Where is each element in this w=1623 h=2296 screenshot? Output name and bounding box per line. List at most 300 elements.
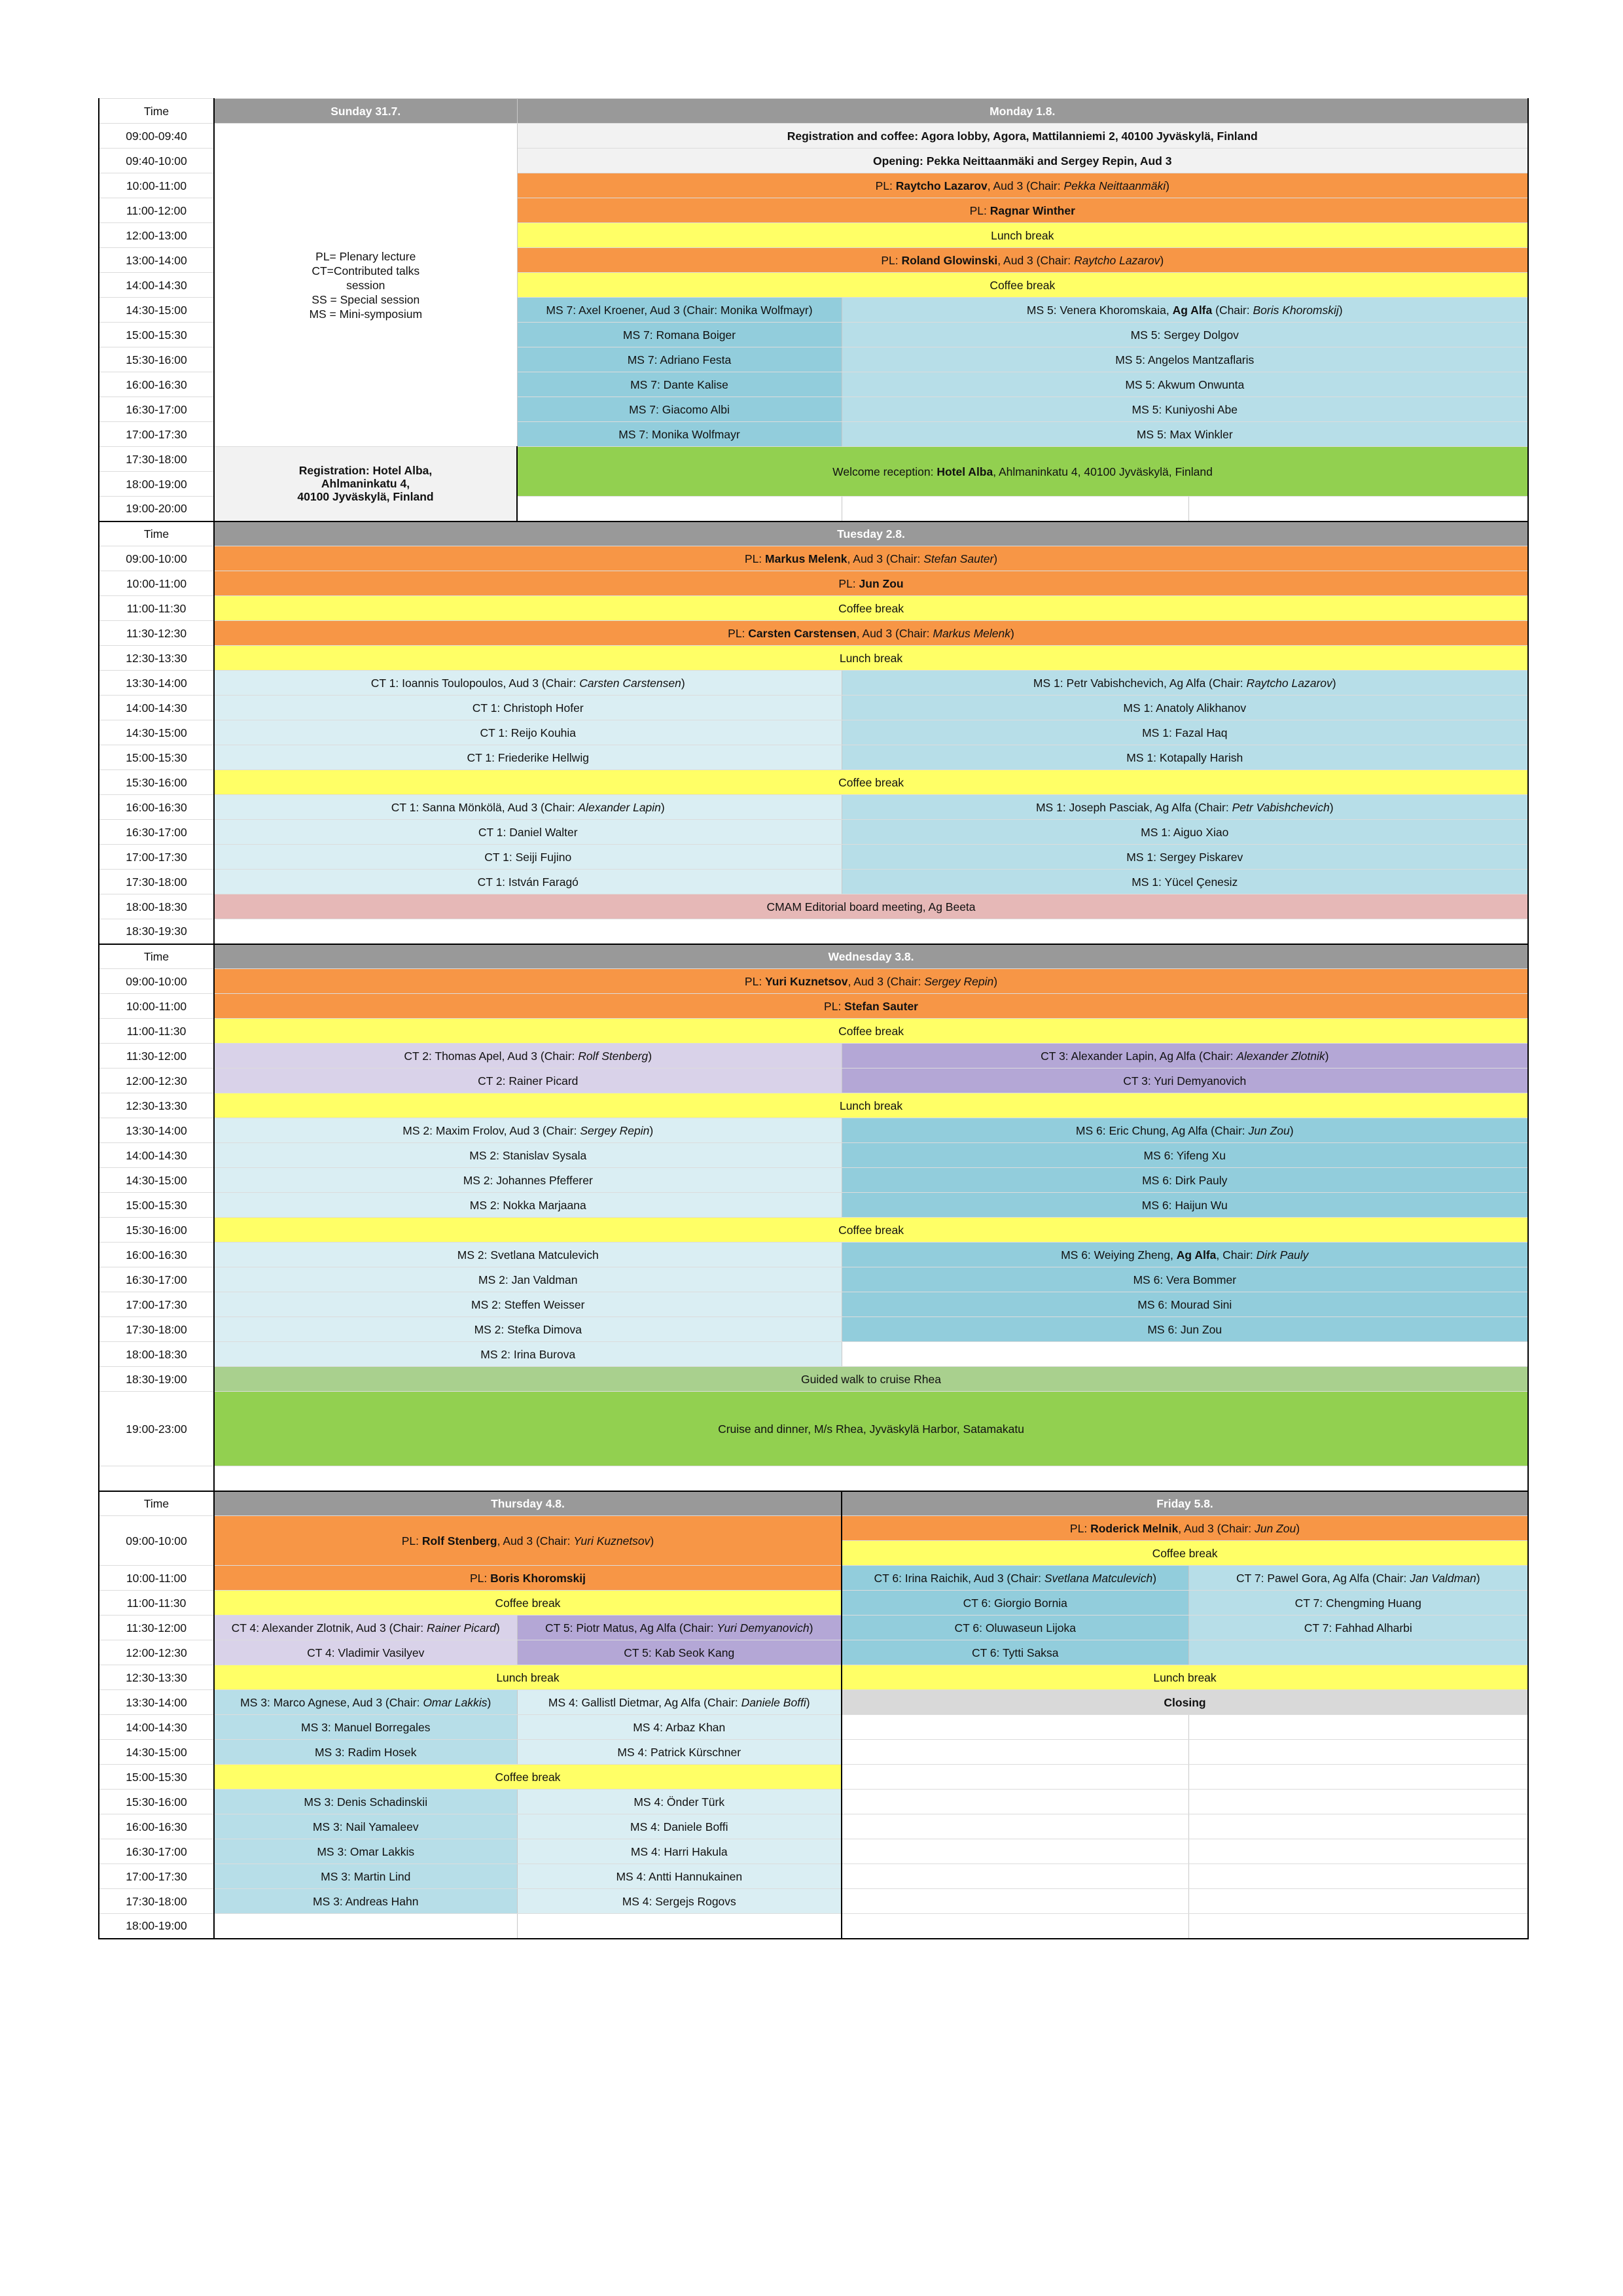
- empty-cell: [842, 1740, 1188, 1765]
- talk-ms4: MS 4: Gallistl Dietmar, Ag Alfa (Chair: Daniele Boffi): [517, 1690, 842, 1715]
- talk-ms6: MS 6: Dirk Pauly: [842, 1168, 1528, 1193]
- talk-ct4: CT 4: Vladimir Vasilyev: [214, 1640, 517, 1665]
- speaker-name: Yuri Kuznetsov: [765, 974, 848, 988]
- talk-ms1: MS 1: Anatoly Alikhanov: [842, 696, 1528, 720]
- time-cell: 15:30-16:00: [99, 347, 214, 372]
- closing: Closing: [842, 1690, 1528, 1715]
- chair-name: Rainer Picard: [426, 1621, 496, 1634]
- time-cell: 17:30-18:00: [99, 1317, 214, 1342]
- talk-ms2: MS 2: Maxim Frolov, Aud 3 (Chair: Sergey Repin): [214, 1118, 842, 1143]
- time-cell: 14:00-14:30: [99, 696, 214, 720]
- chair-name: Sergey Repin: [580, 1123, 650, 1137]
- schedule-row: [99, 994, 1528, 1019]
- talk-ct7: CT 7: Pawel Gora, Ag Alfa (Chair: Jan Valdman): [1188, 1566, 1528, 1591]
- time-cell: 16:30-17:00: [99, 1267, 214, 1292]
- talk-ct1: CT 1: Christoph Hofer: [214, 696, 842, 720]
- talk-ms5: MS 5: Akwum Onwunta: [842, 372, 1528, 397]
- schedule-row: [99, 1640, 1528, 1665]
- time-cell: 13:30-14:00: [99, 671, 214, 696]
- time-header: Time: [99, 944, 214, 969]
- talk-ms5: MS 5: Max Winkler: [842, 422, 1528, 447]
- header-row-thu-fri: [99, 1491, 1528, 1516]
- time-cell: 15:00-15:30: [99, 745, 214, 770]
- time-header: Time: [99, 99, 214, 124]
- hotel-registration-line: 40100 Jyväskylä, Finland: [297, 490, 434, 504]
- talk-ms5: MS 5: Kuniyoshi Abe: [842, 397, 1528, 422]
- empty-cell: [1188, 1715, 1528, 1740]
- talk-ms7: MS 7: Adriano Festa: [517, 347, 842, 372]
- talk-ms3: MS 3: Radim Hosek: [214, 1740, 517, 1765]
- empty-cell: [1188, 1864, 1528, 1889]
- talk-ms3: MS 3: Denis Schadinskii: [214, 1790, 517, 1814]
- empty-cell: [214, 1466, 1528, 1491]
- schedule-row: [99, 1317, 1528, 1342]
- time-cell: 09:00-10:00: [99, 1516, 214, 1566]
- time-cell: 15:30-16:00: [99, 1790, 214, 1814]
- talk-ms4: MS 4: Arbaz Khan: [517, 1715, 842, 1740]
- time-cell: 18:00-19:00: [99, 472, 214, 497]
- plenary-lecture: PL: Markus Melenk, Aud 3 (Chair: Stefan Sauter): [214, 546, 1528, 571]
- chair-name: Raytcho Lazarov: [1074, 253, 1160, 267]
- coffee-break: Coffee break: [214, 596, 1528, 621]
- schedule-row: [99, 1665, 1528, 1690]
- talk-ms1: MS 1: Joseph Pasciak, Ag Alfa (Chair: Petr Vabishchevich): [842, 795, 1528, 820]
- schedule-row: [99, 894, 1528, 919]
- talk-ms7: MS 7: Romana Boiger: [517, 323, 842, 347]
- talk-ct1: CT 1: Friederike Hellwig: [214, 745, 842, 770]
- talk-ct3: CT 3: Alexander Lapin, Ag Alfa (Chair: Alexander Zlotnik): [842, 1044, 1528, 1069]
- plenary-lecture: PL: Ragnar Winther: [517, 198, 1528, 223]
- talk-ct6: CT 6: Giorgio Bornia: [842, 1591, 1188, 1616]
- chair-name: Jun Zou: [1255, 1521, 1296, 1535]
- talk-ct2: CT 2: Thomas Apel, Aud 3 (Chair: Rolf Stenberg): [214, 1044, 842, 1069]
- time-cell: 11:30-12:00: [99, 1044, 214, 1069]
- time-cell: 09:40-10:00: [99, 149, 214, 173]
- day-header-thursday: Thursday 4.8.: [214, 1491, 842, 1516]
- talk-ct1: CT 1: Reijo Kouhia: [214, 720, 842, 745]
- time-cell: 18:00-18:30: [99, 894, 214, 919]
- chair-name: Omar Lakkis: [423, 1695, 488, 1709]
- talk-ct5: CT 5: Piotr Matus, Ag Alfa (Chair: Yuri Demyanovich): [517, 1616, 842, 1640]
- time-cell: 10:00-11:00: [99, 994, 214, 1019]
- time-cell: 09:00-09:40: [99, 124, 214, 149]
- schedule-row: [99, 596, 1528, 621]
- schedule-row: [99, 646, 1528, 671]
- chair-name: Alexander Zlotnik: [1236, 1049, 1325, 1063]
- time-cell: 12:30-13:30: [99, 1665, 214, 1690]
- chair-name: Yuri Kuznetsov: [573, 1534, 651, 1547]
- talk-ms3: MS 3: Martin Lind: [214, 1864, 517, 1889]
- schedule-row: [99, 1566, 1528, 1591]
- schedule-row: [99, 1715, 1528, 1740]
- schedule-row: [99, 1740, 1528, 1765]
- time-cell: 11:00-12:00: [99, 198, 214, 223]
- time-cell: 14:00-14:30: [99, 1715, 214, 1740]
- registration-coffee: Registration and coffee: Agora lobby, Agora, Mattilanniemi 2, 40100 Jyväskylä, Finland: [517, 124, 1528, 149]
- talk-ms4: MS 4: Daniele Boffi: [517, 1814, 842, 1839]
- talk-ms2: MS 2: Stanislav Sysala: [214, 1143, 842, 1168]
- time-header: Time: [99, 1491, 214, 1516]
- welcome-reception: Welcome reception: Hotel Alba, Ahlmaninkatu 4, 40100 Jyväskylä, Finland: [517, 447, 1528, 497]
- empty-cell: [842, 1839, 1188, 1864]
- talk-ms6: MS 6: Weiying Zheng, Ag Alfa, Chair: Dirk Pauly: [842, 1243, 1528, 1267]
- talk-ms4: MS 4: Harri Hakula: [517, 1839, 842, 1864]
- time-cell: 11:00-11:30: [99, 596, 214, 621]
- schedule-row: [99, 1864, 1528, 1889]
- schedule-row: [99, 1267, 1528, 1292]
- schedule-row: [99, 1790, 1528, 1814]
- talk-ct7: CT 7: Chengming Huang: [1188, 1591, 1528, 1616]
- talk-ct6: CT 6: Irina Raichik, Aud 3 (Chair: Svetlana Matculevich): [842, 1566, 1188, 1591]
- talk-ms1: MS 1: Fazal Haq: [842, 720, 1528, 745]
- empty-cell: [842, 1342, 1528, 1367]
- time-cell: 13:30-14:00: [99, 1118, 214, 1143]
- schedule-row: [99, 1193, 1528, 1218]
- chair-name: Jun Zou: [1248, 1123, 1290, 1137]
- empty-cell: [517, 497, 842, 521]
- talk-ct7: CT 7: Fahhad Alharbi: [1188, 1616, 1528, 1640]
- time-cell: 14:30-15:00: [99, 1168, 214, 1193]
- schedule-row: [99, 546, 1528, 571]
- coffee-break: Coffee break: [214, 1765, 842, 1790]
- empty-cell: [1188, 1790, 1528, 1814]
- schedule-row: [99, 1690, 1528, 1715]
- talk-ms4: MS 4: Patrick Kürschner: [517, 1740, 842, 1765]
- time-cell: 12:00-12:30: [99, 1069, 214, 1093]
- time-cell: 18:00-18:30: [99, 1342, 214, 1367]
- chair-name: Dirk Pauly: [1256, 1248, 1309, 1262]
- lunch-break: Lunch break: [214, 1093, 1528, 1118]
- schedule-row: [99, 770, 1528, 795]
- schedule-row: [99, 820, 1528, 845]
- day-header-tuesday: Tuesday 2.8.: [214, 521, 1528, 546]
- lunch-break: Lunch break: [517, 223, 1528, 248]
- time-cell: 16:00-16:30: [99, 372, 214, 397]
- talk-ct6: CT 6: Oluwaseun Lijoka: [842, 1616, 1188, 1640]
- talk-ms7: MS 7: Dante Kalise: [517, 372, 842, 397]
- speaker-name: Markus Melenk: [765, 552, 847, 565]
- time-cell: 16:30-17:00: [99, 397, 214, 422]
- schedule-row: [99, 447, 1528, 472]
- schedule-row: [99, 1765, 1528, 1790]
- schedule-row: [99, 845, 1528, 870]
- day-header-wednesday: Wednesday 3.8.: [214, 944, 1528, 969]
- schedule-row: [99, 795, 1528, 820]
- chair-name: Daniele Boffi: [741, 1695, 806, 1709]
- schedule-row: [99, 919, 1528, 944]
- time-cell: 16:00-16:30: [99, 1814, 214, 1839]
- talk-ct1: CT 1: István Faragó: [214, 870, 842, 894]
- talk-ct4: CT 4: Alexander Zlotnik, Aud 3 (Chair: Rainer Picard): [214, 1616, 517, 1640]
- header-row-tuesday: [99, 521, 1528, 546]
- time-cell: 19:00-20:00: [99, 497, 214, 521]
- time-cell: 16:30-17:00: [99, 1839, 214, 1864]
- schedule-row: [99, 671, 1528, 696]
- lunch-break: Lunch break: [842, 1665, 1528, 1690]
- plenary-lecture: PL: Raytcho Lazarov, Aud 3 (Chair: Pekka Neittaanmäki): [517, 173, 1528, 198]
- empty-cell: [1188, 1740, 1528, 1765]
- talk-ct1: CT 1: Ioannis Toulopoulos, Aud 3 (Chair: Carsten Carstensen): [214, 671, 842, 696]
- legend-line: MS = Mini-symposium: [309, 307, 423, 321]
- schedule-row: [99, 1591, 1528, 1616]
- coffee-break: Coffee break: [214, 1591, 842, 1616]
- opening: Opening: Pekka Neittaanmäki and Sergey Repin, Aud 3: [517, 149, 1528, 173]
- time-cell: 14:30-15:00: [99, 720, 214, 745]
- schedule-row: [99, 1814, 1528, 1839]
- talk-ct3: CT 3: Yuri Demyanovich: [842, 1069, 1528, 1093]
- speaker-name: Boris Khoromskij: [490, 1571, 586, 1585]
- chair-name: Rolf Stenberg: [578, 1049, 649, 1063]
- plenary-lecture: PL: Stefan Sauter: [214, 994, 1528, 1019]
- day-header-monday: Monday 1.8.: [517, 99, 1528, 124]
- chair-name: Pekka Neittaanmäki: [1063, 179, 1166, 192]
- schedule-row: [99, 1168, 1528, 1193]
- plenary-lecture: PL: Boris Khoromskij: [214, 1566, 842, 1591]
- empty-cell: [1188, 1640, 1528, 1665]
- coffee-break: Coffee break: [214, 1218, 1528, 1243]
- time-cell: 12:30-13:30: [99, 1093, 214, 1118]
- spacer-row: [99, 1466, 1528, 1491]
- speaker-name: Rolf Stenberg: [421, 1534, 497, 1547]
- legend-line: CT=Contributed talks: [312, 264, 420, 277]
- talk-ct1: CT 1: Seiji Fujino: [214, 845, 842, 870]
- time-cell: 12:00-12:30: [99, 1640, 214, 1665]
- empty-cell: [842, 1715, 1188, 1740]
- empty-cell: [214, 1914, 517, 1939]
- plenary-lecture: PL: Yuri Kuznetsov, Aud 3 (Chair: Sergey Repin): [214, 969, 1528, 994]
- time-cell: 14:30-15:00: [99, 1740, 214, 1765]
- schedule-row: [99, 1889, 1528, 1914]
- time-cell: 11:00-11:30: [99, 1591, 214, 1616]
- schedule-row: [99, 1516, 1528, 1541]
- chair-name: Raytcho Lazarov: [1246, 676, 1332, 690]
- talk-ms6: MS 6: Haijun Wu: [842, 1193, 1528, 1218]
- schedule-row: [99, 124, 1528, 149]
- time-cell: 11:30-12:30: [99, 621, 214, 646]
- talk-ms2: MS 2: Johannes Pfefferer: [214, 1168, 842, 1193]
- lunch-break: Lunch break: [214, 646, 1528, 671]
- talk-ct5: CT 5: Kab Seok Kang: [517, 1640, 842, 1665]
- talk-ms6: MS 6: Yifeng Xu: [842, 1143, 1528, 1168]
- speaker-name: Roland Glowinski: [901, 253, 998, 267]
- empty-cell: [842, 1889, 1188, 1914]
- time-cell: 18:30-19:30: [99, 919, 214, 944]
- talk-ms3: MS 3: Manuel Borregales: [214, 1715, 517, 1740]
- lunch-break: Lunch break: [214, 1665, 842, 1690]
- talk-ms1: MS 1: Petr Vabishchevich, Ag Alfa (Chair: Raytcho Lazarov): [842, 671, 1528, 696]
- talk-ms2: MS 2: Nokka Marjaana: [214, 1193, 842, 1218]
- schedule-row: [99, 1019, 1528, 1044]
- plenary-lecture: PL: Roland Glowinski, Aud 3 (Chair: Raytcho Lazarov): [517, 248, 1528, 273]
- plenary-lecture: PL: Jun Zou: [214, 571, 1528, 596]
- talk-ms1: MS 1: Aiguo Xiao: [842, 820, 1528, 845]
- time-cell: 17:00-17:30: [99, 1292, 214, 1317]
- talk-ct1: CT 1: Sanna Mönkölä, Aud 3 (Chair: Alexander Lapin): [214, 795, 842, 820]
- talk-ms2: MS 2: Svetlana Matculevich: [214, 1243, 842, 1267]
- schedule-row: [99, 969, 1528, 994]
- schedule-row: [99, 1218, 1528, 1243]
- header-row-sun-mon: [99, 99, 1528, 124]
- chair-name: Boris Khoromskij: [1253, 303, 1339, 317]
- empty-cell: [842, 1790, 1188, 1814]
- talk-ms4: MS 4: Sergejs Rogovs: [517, 1889, 842, 1914]
- talk-ms5: MS 5: Venera Khoromskaia, Ag Alfa (Chair: Boris Khoromskij): [842, 298, 1528, 323]
- time-cell: 10:00-11:00: [99, 1566, 214, 1591]
- guided-walk: Guided walk to cruise Rhea: [214, 1367, 1528, 1392]
- empty-cell: [1188, 1839, 1528, 1864]
- talk-ms6: MS 6: Mourad Sini: [842, 1292, 1528, 1317]
- talk-ms4: MS 4: Önder Türk: [517, 1790, 842, 1814]
- schedule-row: [99, 571, 1528, 596]
- legend: [216, 249, 516, 321]
- empty-cell: [1188, 1914, 1528, 1939]
- empty-cell: [1188, 497, 1528, 521]
- talk-ms2: MS 2: Stefka Dimova: [214, 1317, 842, 1342]
- chair-name: Yuri Demyanovich: [717, 1621, 810, 1634]
- empty-cell: [842, 1914, 1188, 1939]
- time-cell: 15:30-16:00: [99, 770, 214, 795]
- time-header: Time: [99, 521, 214, 546]
- coffee-break: Coffee break: [517, 273, 1528, 298]
- talk-ct1: CT 1: Daniel Walter: [214, 820, 842, 845]
- header-row-wednesday: [99, 944, 1528, 969]
- schedule-row: [99, 720, 1528, 745]
- time-cell: 15:00-15:30: [99, 1193, 214, 1218]
- time-cell: 14:30-15:00: [99, 298, 214, 323]
- empty-cell: [1188, 1889, 1528, 1914]
- schedule-row: [99, 1342, 1528, 1367]
- time-cell: 09:00-10:00: [99, 546, 214, 571]
- time-cell: 17:00-17:30: [99, 845, 214, 870]
- chair-name: Markus Melenk: [933, 626, 1011, 640]
- time-cell: 17:30-18:00: [99, 447, 214, 472]
- time-cell: 18:30-19:00: [99, 1367, 214, 1392]
- schedule-row: [99, 1392, 1528, 1466]
- talk-ms7: MS 7: Monika Wolfmayr: [517, 422, 842, 447]
- time-cell: 17:00-17:30: [99, 1864, 214, 1889]
- talk-ms1: MS 1: Yücel Çenesiz: [842, 870, 1528, 894]
- conference-schedule-table: [98, 98, 1529, 1939]
- talk-ms7: MS 7: Axel Kroener, Aud 3 (Chair: Monika Wolfmayr): [517, 298, 842, 323]
- coffee-break: Coffee break: [842, 1541, 1528, 1566]
- time-cell: 16:00-16:30: [99, 1243, 214, 1267]
- time-cell: 19:00-23:00: [99, 1392, 214, 1466]
- speaker-name: Carsten Carstensen: [748, 626, 857, 640]
- time-cell: 14:00-14:30: [99, 1143, 214, 1168]
- day-header-sunday: Sunday 31.7.: [214, 99, 517, 124]
- time-cell: 15:00-15:30: [99, 323, 214, 347]
- coffee-break: Coffee break: [214, 770, 1528, 795]
- schedule-row: [99, 1839, 1528, 1864]
- plenary-lecture: PL: Carsten Carstensen, Aud 3 (Chair: Markus Melenk): [214, 621, 1528, 646]
- talk-ms4: MS 4: Antti Hannukainen: [517, 1864, 842, 1889]
- schedule-row: [99, 1118, 1528, 1143]
- talk-ct6: CT 6: Tytti Saksa: [842, 1640, 1188, 1665]
- time-cell: 13:00-14:00: [99, 248, 214, 273]
- hotel-registration: [214, 447, 517, 521]
- schedule-row: [99, 1044, 1528, 1069]
- day-header-friday: Friday 5.8.: [842, 1491, 1528, 1516]
- schedule-row: [99, 696, 1528, 720]
- legend-line: SS = Special session: [312, 292, 420, 306]
- legend-cell: [214, 124, 517, 447]
- schedule-row: [99, 745, 1528, 770]
- chair-name: Sergey Repin: [924, 974, 994, 988]
- empty-cell: [517, 1914, 842, 1939]
- time-cell: 17:30-18:00: [99, 870, 214, 894]
- time-cell: 16:30-17:00: [99, 820, 214, 845]
- chair-name: Petr Vabishchevich: [1232, 800, 1330, 814]
- talk-ms7: MS 7: Giacomo Albi: [517, 397, 842, 422]
- talk-ms6: MS 6: Vera Bommer: [842, 1267, 1528, 1292]
- empty-cell: [214, 919, 1528, 944]
- schedule-row: [99, 1243, 1528, 1267]
- time-cell: 13:30-14:00: [99, 1690, 214, 1715]
- schedule-row: [99, 1914, 1528, 1939]
- talk-ms3: MS 3: Andreas Hahn: [214, 1889, 517, 1914]
- speaker-name: Ragnar Winther: [990, 203, 1075, 217]
- empty-cell: [842, 1864, 1188, 1889]
- editorial-meeting: CMAM Editorial board meeting, Ag Beeta: [214, 894, 1528, 919]
- time-cell: 09:00-10:00: [99, 969, 214, 994]
- hotel-registration-line: Ahlmaninkatu 4,: [321, 477, 410, 491]
- talk-ms3: MS 3: Nail Yamaleev: [214, 1814, 517, 1839]
- time-cell: 18:00-19:00: [99, 1914, 214, 1939]
- schedule-row: [99, 621, 1528, 646]
- talk-ms5: MS 5: Sergey Dolgov: [842, 323, 1528, 347]
- talk-ms5: MS 5: Angelos Mantzaflaris: [842, 347, 1528, 372]
- schedule-row: [99, 1616, 1528, 1640]
- empty-cell: [842, 497, 1188, 521]
- cruise-dinner: Cruise and dinner, M/s Rhea, Jyväskylä Harbor, Satamakatu: [214, 1392, 1528, 1466]
- chair-name: Alexander Lapin: [578, 800, 661, 814]
- speaker-name: Roderick Melnik: [1090, 1521, 1179, 1535]
- chair-name: Jan Valdman: [1410, 1571, 1476, 1585]
- plenary-lecture: PL: Roderick Melnik, Aud 3 (Chair: Jun Zou): [842, 1516, 1528, 1541]
- talk-ms1: MS 1: Sergey Piskarev: [842, 845, 1528, 870]
- empty-cell: [1188, 1814, 1528, 1839]
- talk-ct2: CT 2: Rainer Picard: [214, 1069, 842, 1093]
- talk-ms1: MS 1: Kotapally Harish: [842, 745, 1528, 770]
- talk-ms3: MS 3: Omar Lakkis: [214, 1839, 517, 1864]
- schedule-row: [99, 1292, 1528, 1317]
- talk-ms2: MS 2: Irina Burova: [214, 1342, 842, 1367]
- coffee-break: Coffee break: [214, 1019, 1528, 1044]
- time-cell: 12:30-13:30: [99, 646, 214, 671]
- speaker-name: Stefan Sauter: [844, 999, 918, 1013]
- empty-cell: [842, 1765, 1188, 1790]
- talk-ms2: MS 2: Jan Valdman: [214, 1267, 842, 1292]
- speaker-name: Jun Zou: [859, 576, 904, 590]
- time-cell: 11:00-11:30: [99, 1019, 214, 1044]
- time-cell: 17:30-18:00: [99, 1889, 214, 1914]
- talk-ms6: MS 6: Jun Zou: [842, 1317, 1528, 1342]
- time-cell: 17:00-17:30: [99, 422, 214, 447]
- time-cell: 15:30-16:00: [99, 1218, 214, 1243]
- talk-ms2: MS 2: Steffen Weisser: [214, 1292, 842, 1317]
- time-cell: 12:00-13:00: [99, 223, 214, 248]
- empty-cell: [1188, 1765, 1528, 1790]
- chair-name: Svetlana Matculevich: [1044, 1571, 1153, 1585]
- empty-cell: [99, 1466, 214, 1491]
- chair-name: Stefan Sauter: [923, 552, 994, 565]
- empty-cell: [842, 1814, 1188, 1839]
- plenary-lecture: PL: Rolf Stenberg, Aud 3 (Chair: Yuri Kuznetsov): [214, 1516, 842, 1566]
- time-cell: 15:00-15:30: [99, 1765, 214, 1790]
- venue-name: Hotel Alba: [936, 465, 993, 478]
- legend-line: session: [346, 278, 385, 292]
- chair-name: Carsten Carstensen: [579, 676, 681, 690]
